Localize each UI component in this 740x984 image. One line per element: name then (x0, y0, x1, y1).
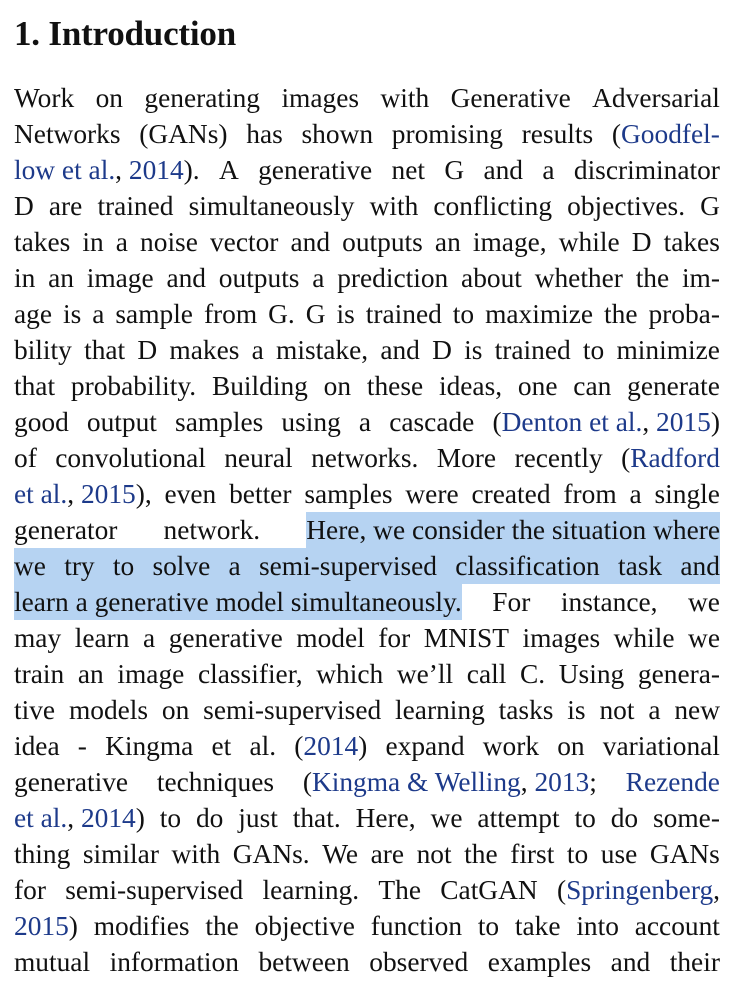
word: idea (14, 731, 60, 761)
word: minimize (616, 335, 720, 365)
word: maximize (485, 299, 594, 329)
word: a (358, 407, 372, 437)
word: semi-supervised (258, 551, 437, 581)
word: call (466, 659, 507, 689)
word: we (688, 587, 720, 617)
text-line (14, 404, 720, 440)
word: for (378, 623, 411, 653)
highlighted-text-line[interactable] (14, 548, 720, 584)
word: G. (268, 299, 295, 329)
word: an (48, 263, 74, 293)
word: is (464, 335, 483, 365)
citation-springenberg[interactable]: (Springenberg, (556, 875, 720, 905)
word: do (195, 803, 224, 833)
citation-year-link[interactable]: 2014 (80, 803, 136, 833)
text-line (14, 872, 720, 908)
word: to (566, 839, 589, 869)
section-heading: 1. Introduction (14, 14, 236, 53)
word: we (430, 803, 463, 833)
word: solve (152, 551, 211, 581)
word: to (159, 803, 182, 833)
word: may (14, 623, 62, 653)
word: tive (14, 695, 56, 725)
word: Networks (14, 119, 121, 149)
word: Building (211, 371, 308, 401)
word: discriminator (573, 155, 720, 185)
word: we (688, 623, 720, 653)
word: generative (258, 155, 373, 185)
word: with (369, 191, 419, 221)
word: better (229, 479, 292, 509)
citation-springenberg-cont[interactable]: 2015) (14, 911, 78, 941)
word: models (68, 695, 149, 725)
word: between (258, 947, 350, 977)
paper-page (14, 12, 720, 977)
word: outputs (342, 227, 423, 257)
word: semi-supervised (65, 875, 244, 905)
word: not (599, 695, 635, 725)
word: has (246, 119, 283, 149)
text-line (14, 692, 720, 728)
word: output (86, 407, 157, 437)
word: classifier, (197, 659, 303, 689)
word: thing (14, 839, 71, 869)
text-line (14, 152, 720, 188)
word: created (471, 479, 551, 509)
word: use (600, 839, 638, 869)
text-line (14, 584, 720, 620)
citation-kingma-welling[interactable]: (Kingma & Welling, 2013; (302, 767, 597, 797)
word: prediction (337, 263, 449, 293)
citation-radford[interactable]: (Radford (621, 443, 720, 473)
word: and (483, 155, 524, 185)
word: objectives. (567, 191, 686, 221)
word: GANs. (232, 839, 310, 869)
word: image (86, 263, 154, 293)
word: and (380, 335, 420, 365)
word: to (477, 911, 500, 941)
citation-rezende[interactable] (626, 764, 720, 800)
word: good (14, 407, 69, 437)
word: classification (455, 551, 600, 581)
citation-link-springenberg[interactable]: Springenberg (566, 875, 714, 905)
word: were (405, 479, 459, 509)
word: learn (74, 623, 130, 653)
text-line (14, 908, 720, 944)
citation-link-denton[interactable]: Denton et al. (501, 407, 643, 437)
word: CatGAN (440, 875, 538, 905)
word: conflicting (433, 191, 553, 221)
word: Adversarial (592, 83, 720, 113)
word: that (14, 371, 56, 401)
word: Kingma (105, 731, 194, 761)
word: generating (144, 83, 261, 113)
word: can (573, 371, 612, 401)
word: work (482, 731, 540, 761)
word: recently (514, 443, 603, 473)
word: network. (163, 515, 261, 545)
word: on (95, 83, 123, 113)
word: G (444, 155, 465, 185)
highlighted-text[interactable]: Here, we consider the situation where (306, 512, 720, 548)
citation-link-rezende[interactable]: Rezende (625, 767, 720, 797)
word: samples (304, 479, 393, 509)
word: a (648, 695, 661, 725)
word: MNIST (423, 623, 509, 653)
word: semi-supervised (203, 695, 382, 725)
word: Generative (450, 83, 571, 113)
word: a (251, 335, 264, 365)
word: a (92, 299, 105, 329)
word: More (436, 443, 497, 473)
word: function (370, 911, 463, 941)
highlighted-text[interactable]: learn a generative model simultaneously. (14, 584, 462, 620)
text-line (14, 944, 720, 980)
citation-kingma[interactable]: (2014) (294, 731, 368, 761)
word: single (654, 479, 720, 509)
introduction-paragraph (14, 80, 720, 980)
citation-year-link[interactable]: 2013 (534, 767, 590, 797)
word: while (558, 227, 620, 257)
word: do (610, 803, 639, 833)
word: is (336, 299, 355, 329)
word: a (542, 155, 555, 185)
word: modifies (93, 911, 190, 941)
word: first (510, 839, 555, 869)
word: cascade (389, 407, 475, 437)
word: that. (292, 803, 341, 833)
citation-link-kingma-welling[interactable]: Kingma & Welling (311, 767, 521, 797)
word: not (416, 839, 452, 869)
word: im- (681, 263, 720, 293)
word: objective (254, 911, 355, 941)
word: some- (653, 803, 720, 833)
word: results (521, 119, 594, 149)
word: generate (627, 371, 720, 401)
text-line (14, 332, 720, 368)
word: examples (487, 947, 592, 977)
word: age (14, 299, 53, 329)
word: takes (14, 227, 71, 257)
word: are (370, 839, 405, 869)
word: learning. (262, 875, 360, 905)
word: the (635, 263, 670, 293)
word: - (77, 731, 87, 761)
word: genera- (637, 659, 720, 689)
word: GANs (649, 839, 720, 869)
word: from (203, 299, 258, 329)
word: and (680, 551, 720, 581)
text-line (14, 368, 720, 404)
text-line (14, 656, 720, 692)
citation-link-rezende[interactable]: et al. (14, 803, 68, 833)
text-line (14, 260, 720, 296)
text-line (14, 728, 720, 764)
word: D (432, 335, 452, 365)
word: to (112, 551, 135, 581)
word: try (64, 551, 95, 581)
word: task (617, 551, 663, 581)
word: techniques (156, 767, 275, 797)
word: we’ll (396, 659, 454, 689)
word: shown (301, 119, 374, 149)
word: the (205, 911, 239, 941)
word: expand (385, 731, 465, 761)
word: is (62, 299, 82, 329)
word: account (634, 911, 720, 941)
word: takes (663, 227, 720, 257)
word: take (514, 911, 561, 941)
word: and (166, 263, 207, 293)
text-line (14, 476, 720, 512)
word: even (164, 479, 217, 509)
word: whether (534, 263, 623, 293)
text-line (14, 296, 720, 332)
word: image (117, 659, 185, 689)
word: Work (14, 83, 75, 113)
text-line (14, 440, 720, 476)
word: which (316, 659, 384, 689)
word: one (517, 371, 558, 401)
word: D (14, 191, 34, 221)
citation-year-link[interactable]: 2014 (303, 731, 359, 761)
word: to (452, 299, 475, 329)
citation-link-goodfellow[interactable]: low et al. (14, 155, 116, 185)
word: trained (365, 299, 442, 329)
word: mutual (14, 947, 91, 977)
word: makes (169, 335, 240, 365)
text-line (14, 512, 720, 548)
word: for (14, 875, 46, 905)
citation-year-link[interactable]: 2015 (656, 407, 711, 437)
word: in (14, 263, 36, 293)
text-line (14, 800, 720, 836)
word: about (461, 263, 522, 293)
word: is (567, 695, 586, 725)
citation-goodfellow-cont[interactable]: low et al., 2014). (14, 155, 200, 185)
word: that (84, 335, 126, 365)
word: a (629, 479, 642, 509)
text-line (14, 80, 720, 116)
word: instance, (560, 587, 658, 617)
word: tasks (498, 695, 554, 725)
word: on (161, 695, 190, 725)
citation-radford-cont[interactable]: et al., 2015), (14, 479, 152, 509)
word: (GANs) (139, 119, 228, 149)
word: we (14, 551, 46, 581)
word: into (576, 911, 619, 941)
word: similar (82, 839, 159, 869)
word: an (434, 227, 461, 257)
word: are (48, 191, 83, 221)
word: a (312, 263, 325, 293)
citation-link-radford[interactable]: et al. (14, 479, 68, 509)
word: bility (14, 335, 72, 365)
word: C. (520, 659, 546, 689)
word: net (391, 155, 425, 185)
citation-year-link[interactable]: 2015 (14, 911, 69, 941)
word: Here, (355, 803, 416, 833)
word: outputs (218, 263, 300, 293)
word: trained (97, 191, 174, 221)
word: using (281, 407, 341, 437)
word: a (142, 623, 156, 653)
word: trained (494, 335, 571, 365)
word: image, (472, 227, 547, 257)
word: the (464, 839, 498, 869)
word: images (281, 83, 360, 113)
word: a (228, 551, 241, 581)
word: G (700, 191, 720, 221)
word: on (323, 371, 352, 401)
word: al. (249, 731, 277, 761)
word: proba- (648, 299, 720, 329)
word: convolutional (55, 443, 206, 473)
word: et (211, 731, 232, 761)
word: A (218, 155, 239, 185)
word: samples (175, 407, 264, 437)
word: simultaneously (188, 191, 355, 221)
word: in (82, 227, 104, 257)
word: vector (209, 227, 279, 257)
word: generative (168, 623, 283, 653)
word: and (290, 227, 331, 257)
citation-denton[interactable]: (Denton et al., 2015) (492, 407, 720, 437)
word: D (137, 335, 158, 365)
word: networks. (311, 443, 419, 473)
word: neural (224, 443, 293, 473)
word: the (604, 299, 638, 329)
word: information (109, 947, 239, 977)
word: to (582, 335, 605, 365)
word: mistake, (276, 335, 369, 365)
word: observed (369, 947, 469, 977)
word: sample (115, 299, 193, 329)
word: We (322, 839, 359, 869)
word: of (14, 443, 37, 473)
word: For (492, 587, 531, 617)
word: generative (14, 767, 129, 797)
word: The (378, 875, 421, 905)
text-line (14, 116, 720, 152)
text-line (14, 620, 720, 656)
word: and (610, 947, 651, 977)
citation-year-link[interactable]: 2015 (80, 479, 136, 509)
word: an (77, 659, 104, 689)
word: on (557, 731, 585, 761)
word: variational (602, 731, 720, 761)
word: while (613, 623, 675, 653)
word: Using (558, 659, 625, 689)
word: train (14, 659, 65, 689)
text-line (14, 836, 720, 872)
word: learning (395, 695, 485, 725)
word: D (631, 227, 652, 257)
word: with (171, 839, 221, 869)
text-line (14, 224, 720, 260)
citation-link-goodfellow[interactable]: Goodfel- (621, 119, 720, 149)
word: ideas, (438, 371, 503, 401)
word: noise (140, 227, 198, 257)
word: just (238, 803, 278, 833)
citation-link-radford[interactable]: Radford (630, 443, 720, 473)
word: promising (391, 119, 503, 149)
word: from (563, 479, 617, 509)
word: G (305, 299, 326, 329)
word: these (366, 371, 424, 401)
word: new (674, 695, 720, 725)
text-line (14, 188, 720, 224)
text-line (14, 764, 720, 800)
word: images (522, 623, 601, 653)
word: to (574, 803, 596, 833)
citation-year-link[interactable]: 2014 (128, 155, 184, 185)
word: with (380, 83, 430, 113)
word: generator (14, 515, 118, 545)
citation-rezende-cont[interactable]: et al., 2014) (14, 803, 145, 833)
citation-goodfellow[interactable]: (Goodfel- (611, 119, 720, 149)
word: model (296, 623, 365, 653)
word: probability. (70, 371, 197, 401)
word: their (669, 947, 720, 977)
word: attempt (477, 803, 560, 833)
word: a (115, 227, 128, 257)
